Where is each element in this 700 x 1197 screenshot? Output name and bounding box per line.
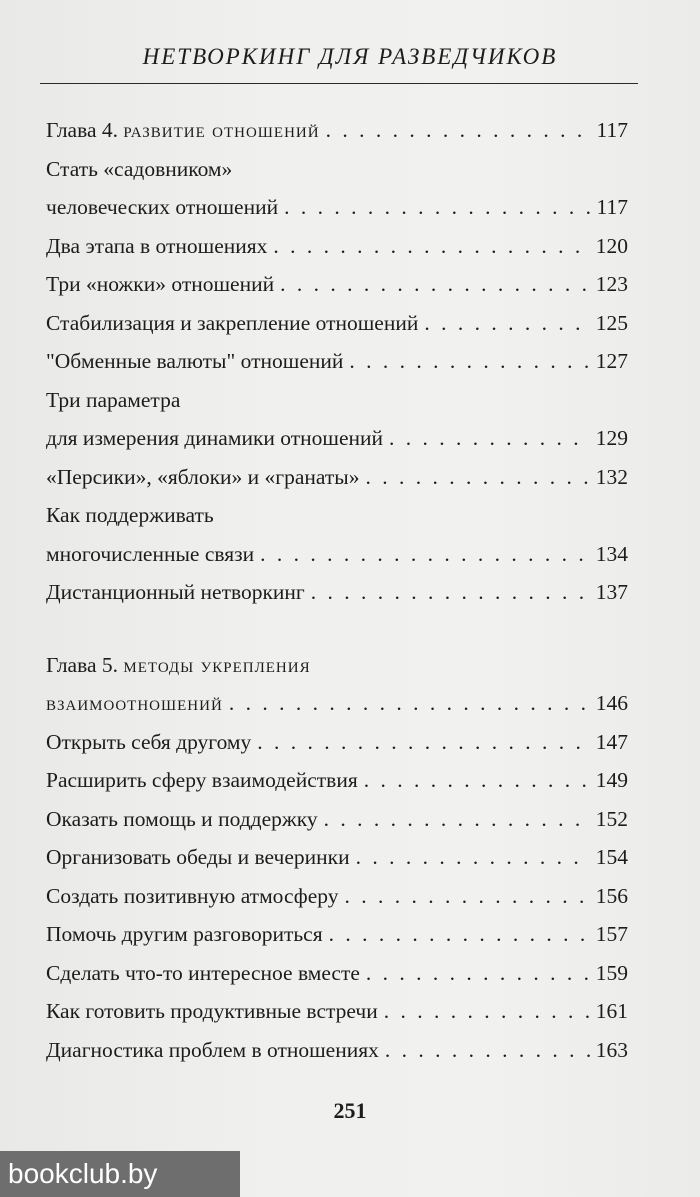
page-number: 132 [595,464,628,489]
page-number: 154 [595,845,628,869]
chapter-prefix: Глава 5. [46,652,118,677]
page-number: 117 [596,118,628,142]
entry-title: Как готовить продуктивные встречи [46,999,378,1023]
entry-title: "Обменные валюты" отношений [46,349,344,373]
toc-entry [46,227,628,266]
entry-title: Создать позитивную атмосферу [46,883,339,908]
toc-entry [46,458,628,497]
page-number: 159 [595,960,628,985]
dot-leader [356,838,590,877]
page-number: 147 [595,729,628,754]
dot-leader [229,684,590,723]
chapter-heading-line [46,646,628,685]
folio-page-number: 251 [333,1098,367,1123]
toc-entry [46,535,628,574]
dot-leader [349,342,589,381]
toc-entry [46,761,628,800]
page-number: 120 [595,233,628,258]
chapter-title: методы укрепления [123,652,311,677]
dot-leader [384,992,590,1031]
dot-leader [260,535,590,574]
page-number: 137 [595,580,628,604]
toc-entry [46,877,628,916]
header-rule [40,83,638,84]
dot-leader [324,800,590,839]
dot-leader [280,265,590,304]
entry-title: «Персики», «яблоки» и «гранаты» [46,464,360,489]
page-number: 125 [595,310,628,335]
page-number: 117 [596,195,628,219]
running-head: НЕТВОРКИНГ ДЛЯ РАЗВЕДЧИКОВ [142,44,558,69]
table-of-contents [46,111,628,1069]
entry-title: Три «ножки» отношений [46,272,275,296]
toc-entry [46,838,628,877]
dot-leader [329,915,590,954]
toc-entry-line [46,150,628,189]
entry-title: многочисленные связи [46,541,255,566]
toc-entry [46,723,628,762]
entry-title: Открыть себя другому [46,729,252,754]
toc-entry-line [46,381,628,420]
page-number: 156 [595,883,628,908]
page-number: 129 [595,426,628,450]
page-number: 152 [595,806,628,831]
entry-title: для измерения динамики отношений [46,426,384,450]
toc-entry [46,800,628,839]
entry-title: Три параметра [46,387,181,412]
page-number: 157 [595,922,628,946]
entry-title: Стать «садовником» [46,156,233,181]
dot-leader [257,723,589,762]
dot-leader [389,419,590,458]
chapter-title: взаимоотношений [46,691,223,715]
entry-title: Помочь другим разговориться [46,922,323,946]
toc-entry [46,342,628,381]
dot-leader [273,227,589,266]
dot-leader [364,761,590,800]
page-number: 161 [595,999,628,1023]
toc-entry [46,265,628,304]
entry-title: Расширить сферу взаимодействия [46,768,358,792]
entry-title: Организовать обеды и вечеринки [46,845,350,869]
page-number: 146 [595,691,628,715]
entry-title: Дистанционный нетворкинг [46,580,305,604]
toc-entry [46,992,628,1031]
toc-entry [46,304,628,343]
chapter-title: развитие отношений [123,118,320,142]
dot-leader [311,573,590,612]
chapter-heading [46,684,628,723]
toc-entry [46,1031,628,1070]
entry-title: Два этапа в отношениях [46,233,268,258]
entry-title: Как поддерживать [46,503,214,527]
page-number: 134 [595,541,628,566]
chapter-gap [46,612,628,646]
toc-entry [46,419,628,458]
dot-leader [385,1031,590,1070]
page-number: 123 [595,272,628,296]
dot-leader [366,458,590,497]
toc-entry [46,954,628,993]
dot-leader [366,954,590,993]
toc-entry [46,188,628,227]
watermark: bookclub.by [0,1151,240,1197]
dot-leader [424,304,589,343]
dot-leader [326,111,591,150]
chapter-heading [46,111,628,150]
entry-title: Сделать что-то интересное вместе [46,960,360,985]
toc-entry-line [46,496,628,535]
dot-leader [344,877,589,916]
entry-title: Диагностика проблем в отношениях [46,1037,379,1062]
page-number: 127 [595,349,628,373]
page-number: 149 [595,768,628,792]
page-number: 163 [595,1037,628,1062]
entry-title: Стабилизация и закрепление отношений [46,310,419,335]
entry-title: человеческих отношений [46,195,279,219]
entry-title: Оказать помощь и поддержку [46,806,318,831]
toc-entry [46,915,628,954]
dot-leader [284,188,590,227]
toc-entry [46,573,628,612]
chapter-prefix: Глава 4. [46,118,118,142]
